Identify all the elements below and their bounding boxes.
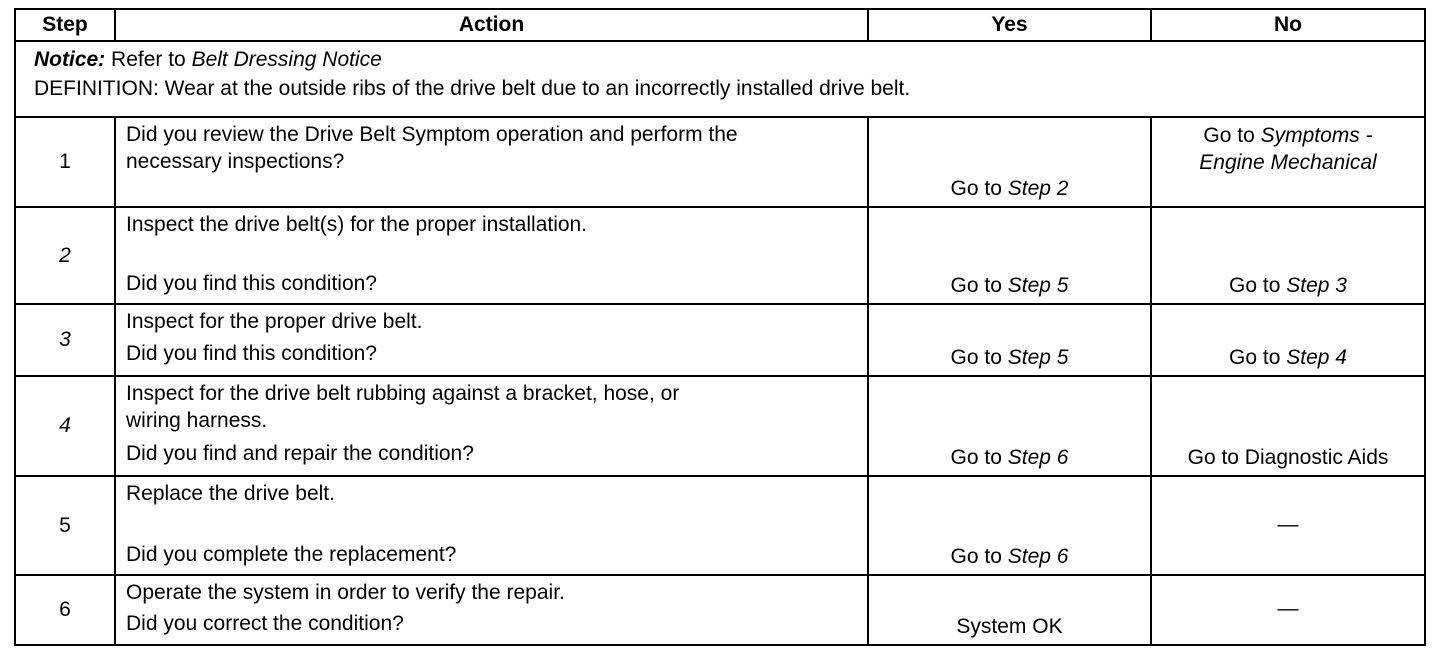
action-line: necessary inspections? — [126, 150, 345, 173]
header-action: Action — [115, 9, 868, 41]
table-row — [15, 376, 1425, 476]
yes-ref: Step 6 — [1007, 545, 1069, 568]
action-line: Operate the system in order to verify the repair. — [126, 581, 565, 604]
notice-cell — [15, 41, 1425, 117]
notice-text: Refer to — [105, 48, 192, 71]
action-cell — [115, 304, 868, 376]
yes-cell — [868, 304, 1151, 376]
yes-result: System OK — [956, 615, 1063, 638]
step-cell — [15, 304, 115, 376]
step-number: 4 — [59, 414, 71, 437]
header-no: No — [1151, 9, 1425, 41]
yes-prefix: Go to — [950, 177, 1008, 200]
no-cell — [1151, 376, 1425, 476]
yes-cell — [868, 117, 1151, 207]
yes-ref: Step 5 — [1007, 346, 1069, 369]
action-line: Did you complete the replacement? — [126, 543, 457, 566]
no-result-dash: — — [1277, 596, 1299, 620]
step-cell — [15, 207, 115, 304]
no-prefix: Go to — [1203, 124, 1261, 147]
yes-prefix: Go to — [950, 346, 1008, 369]
table-row — [15, 117, 1425, 207]
notice-line — [34, 46, 1424, 73]
no-ref: Step 3 — [1286, 274, 1347, 297]
step-cell — [15, 575, 115, 645]
action-cell — [115, 476, 868, 575]
yes-result — [869, 543, 1150, 570]
action-cell — [115, 207, 868, 304]
no-cell — [1151, 575, 1425, 645]
step-number: 1 — [59, 150, 71, 173]
yes-prefix: Go to — [950, 545, 1008, 568]
action-line: Did you review the Drive Belt Symptom operation and perform the — [126, 123, 738, 146]
no-cell — [1151, 304, 1425, 376]
action-line: Did you find this condition? — [126, 342, 377, 365]
action-cell — [115, 376, 868, 476]
yes-ref: Step 2 — [1007, 177, 1069, 200]
yes-ref: Step 5 — [1007, 274, 1069, 297]
table-row — [15, 476, 1425, 575]
action-line: Inspect the drive belt(s) for the proper installation. — [126, 213, 588, 236]
yes-prefix: Go to — [950, 446, 1008, 469]
action-cell — [115, 575, 868, 645]
notice-row — [15, 41, 1425, 117]
action-line: Inspect for the drive belt rubbing against a bracket, hose, or — [126, 382, 680, 405]
step-number: 2 — [59, 243, 71, 267]
no-result-dash: — — [1277, 512, 1299, 536]
step-cell — [15, 117, 115, 207]
yes-result — [869, 272, 1150, 299]
no-ref: Symptoms - — [1260, 124, 1373, 147]
step-number: 5 — [59, 513, 71, 537]
action-line: Did you correct the condition? — [126, 612, 404, 635]
yes-prefix: Go to — [950, 274, 1008, 297]
yes-result — [869, 444, 1150, 471]
yes-result — [869, 344, 1150, 371]
header-row — [15, 9, 1425, 41]
action-line: Replace the drive belt. — [126, 482, 335, 505]
header-step: Step — [15, 9, 115, 41]
diagnostic-table — [14, 8, 1426, 646]
action-line: Inspect for the proper drive belt. — [126, 310, 423, 333]
no-result: Go to Diagnostic Aids — [1187, 446, 1389, 469]
yes-cell — [868, 575, 1151, 645]
definition-text: DEFINITION: Wear at the outside ribs of the drive belt due to an incorrectly installed drive belt. — [34, 77, 911, 100]
action-line — [126, 238, 859, 265]
no-result — [1152, 272, 1424, 299]
yes-ref: Step 6 — [1007, 446, 1069, 469]
yes-result — [869, 175, 1150, 202]
table-row — [15, 207, 1425, 304]
no-prefix: Go to — [1229, 274, 1287, 297]
no-ref-line2: Engine Mechanical — [1199, 151, 1377, 174]
no-result — [1152, 122, 1424, 176]
no-prefix: Go to — [1229, 346, 1287, 369]
notice-label: Notice: — [34, 48, 106, 71]
action-line — [126, 507, 859, 534]
notice-ref: Belt Dressing Notice — [191, 48, 382, 71]
no-ref: Step 4 — [1286, 346, 1347, 369]
step-cell — [15, 476, 115, 575]
action-line: wiring harness. — [126, 409, 268, 432]
no-cell — [1151, 476, 1425, 575]
step-number: 6 — [59, 598, 71, 621]
table-row — [15, 304, 1425, 376]
yes-cell — [868, 476, 1151, 575]
yes-cell — [868, 376, 1151, 476]
no-cell — [1151, 207, 1425, 304]
action-cell — [115, 117, 868, 207]
no-result — [1152, 344, 1424, 371]
header-yes: Yes — [868, 9, 1151, 41]
step-number: 3 — [59, 328, 71, 351]
action-line: Did you find this condition? — [126, 272, 377, 295]
table-row — [15, 575, 1425, 645]
action-line: Did you find and repair the condition? — [126, 442, 474, 465]
step-cell — [15, 376, 115, 476]
yes-cell — [868, 207, 1151, 304]
no-cell — [1151, 117, 1425, 207]
